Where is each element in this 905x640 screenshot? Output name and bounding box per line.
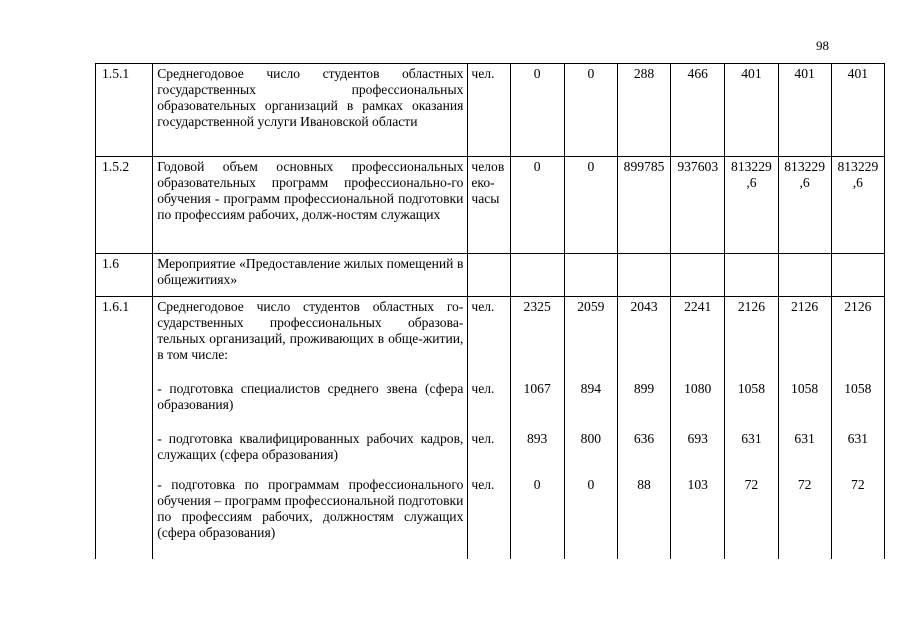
value-cell: 2059 [564,297,617,380]
value-cell: 899785 [617,157,670,254]
row-description: Годовой объем основных профессиональных образовательных программ профессионально-го обучения - программ профессиональной подготовки по профессиям рабочих, долж-ностям служащих [153,157,468,254]
table-row [96,157,885,254]
value-cell: 2241 [671,297,725,380]
value-cell: 1058 [778,379,831,429]
row-unit: чел. [468,64,510,157]
row-description: Среднегодовое число студентов областных го-сударственных профессиональных образова-тельных организаций, проживающих в обще-житии, в том числе: [153,297,468,380]
table-row [96,475,885,559]
value-cell: 72 [725,475,778,559]
value-cell: 0 [564,157,617,254]
value-cell: 813229 ,6 [831,157,884,254]
row-code: 1.5.2 [96,157,153,254]
value-cell: 0 [510,475,564,559]
value-cell: 401 [831,64,884,157]
row-description: - подготовка специалистов среднего звена (сфера образования) [153,379,468,429]
row-unit: челов еко-часы [468,157,510,254]
value-cell [617,254,670,297]
value-cell: 1058 [831,379,884,429]
row-code [96,379,153,429]
value-cell: 693 [671,429,725,475]
row-unit: чел. [468,475,510,559]
row-code: 1.5.1 [96,64,153,157]
value-cell [564,254,617,297]
value-cell: 2043 [617,297,670,380]
row-unit [468,254,510,297]
indicators-table [95,63,885,559]
value-cell [510,254,564,297]
value-cell: 1067 [510,379,564,429]
value-cell: 800 [564,429,617,475]
row-code [96,429,153,475]
value-cell: 0 [510,157,564,254]
value-cell: 631 [725,429,778,475]
page-number: 98 [816,38,829,53]
value-cell: 0 [564,475,617,559]
row-description: Мероприятие «Предоставление жилых помещений в общежитиях» [153,254,468,297]
value-cell: 813229 ,6 [725,157,778,254]
value-cell: 636 [617,429,670,475]
row-description: - подготовка по программам профессионального обучения – программ профессиональной подготовки по профессиям рабочих, должностям служащих (сфера образования) [153,475,468,559]
value-cell: 466 [671,64,725,157]
row-unit: чел. [468,297,510,380]
value-cell [671,254,725,297]
table-row [96,64,885,157]
value-cell [831,254,884,297]
value-cell: 894 [564,379,617,429]
value-cell: 401 [778,64,831,157]
value-cell: 288 [617,64,670,157]
value-cell: 937603 [671,157,725,254]
value-cell: 631 [831,429,884,475]
row-unit: чел. [468,379,510,429]
value-cell: 893 [510,429,564,475]
table-row [96,379,885,429]
value-cell: 1080 [671,379,725,429]
row-code: 1.6.1 [96,297,153,380]
table-row [96,297,885,380]
value-cell: 2126 [831,297,884,380]
table-row [96,254,885,297]
value-cell: 103 [671,475,725,559]
row-description: - подготовка квалифицированных рабочих кадров, служащих (сфера образования) [153,429,468,475]
value-cell: 899 [617,379,670,429]
value-cell: 631 [778,429,831,475]
table-row [96,429,885,475]
value-cell: 2126 [778,297,831,380]
value-cell: 72 [831,475,884,559]
value-cell: 88 [617,475,670,559]
row-code: 1.6 [96,254,153,297]
value-cell [778,254,831,297]
value-cell: 0 [564,64,617,157]
value-cell: 401 [725,64,778,157]
row-code [96,475,153,559]
value-cell: 72 [778,475,831,559]
row-description: Среднегодовое число студентов областных государственных профессиональных образовательных организаций в рамках оказания государственной услуги Ивановской области [153,64,468,157]
value-cell: 1058 [725,379,778,429]
row-unit: чел. [468,429,510,475]
value-cell [725,254,778,297]
value-cell: 2126 [725,297,778,380]
value-cell: 0 [510,64,564,157]
table-body [96,64,885,560]
value-cell: 813229 ,6 [778,157,831,254]
value-cell: 2325 [510,297,564,380]
